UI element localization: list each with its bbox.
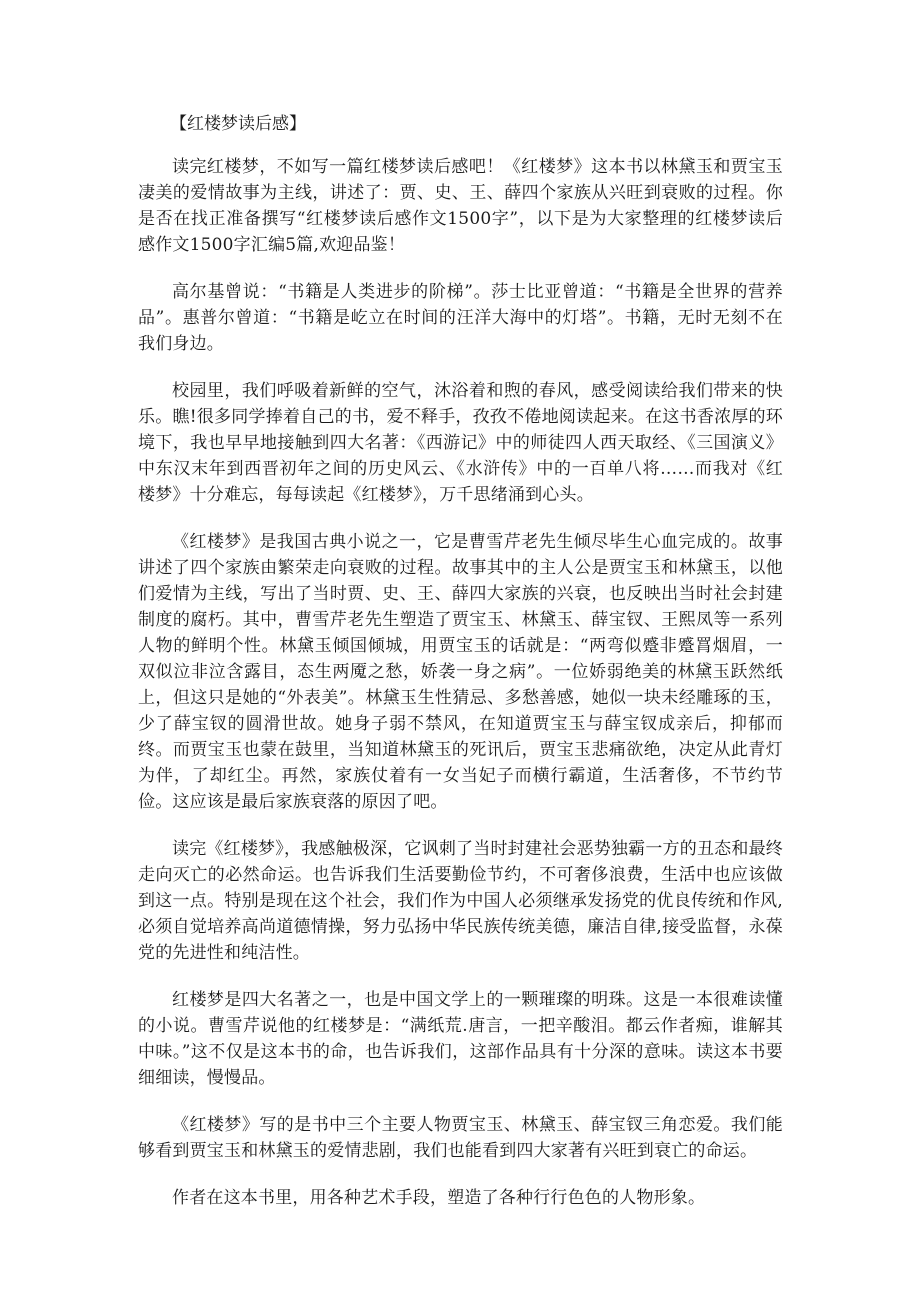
- paragraph-story: 《红楼梦》是我国古典小说之一，它是曹雪芹老先生倾尽毕生心血完成的。故事讲述了四个家族由繁荣走向衰败的过程。故事其中的主人公是贾宝玉和林黛玉，以他们爱情为主线，写出了当时贾、史、王、薛四大家族的兴衰，也反映出当时社会封建制度的腐朽。其中，曹雪芹老先生塑造了贾宝玉、林黛玉、薛宝钗、王熙凤等一系列人物的鲜明个性。林黛玉倾国倾城，用贾宝玉的话就是：“两弯似蹙非蹙罥烟眉，一双似泣非泣含露目，态生两魇之愁，娇袭一身之病”。一位娇弱绝美的林黛玉跃然纸上，但这只是她的“外表美”。林黛玉生性猜忌、多愁善感，她似一块未经雕琢的玉，少了薛宝钗的圆滑世故。她身子弱不禁风，在知道贾宝玉与薛宝钗成亲后，抑郁而终。而贾宝玉也蒙在鼓里，当知道林黛玉的死讯后，贾宝玉悲痛欲绝，决定从此青灯为伴，了却红尘。再然，家族仗着有一女当妃子而横行霸道，生活奢侈，不节约节俭。这应该是最后家族衰落的原因了吧。: [138, 532, 783, 812]
- document-body: [138, 110, 783, 1232]
- paragraph-characters: 《红楼梦》写的是书中三个主要人物贾宝玉、林黛玉、薛宝钗三角恋爱。我们能够看到贾宝玉和林黛玉的爱情悲剧，我们也能看到四大家著有兴旺到衰亡的命运。: [138, 1115, 783, 1161]
- paragraph-reflection: 读完《红楼梦》，我感触极深，它讽刺了当时封建社会恶势独霸一方的丑态和最终走向灭亡的必然命运。也告诉我们生活要勤俭节约，不可奢侈浪费，生活中也应该做到这一点。特别是现在这个社会，我们作为中国人必须继承发扬党的优良传统和作风,必须自觉培养高尚道德情操，努力弘扬中华民族传统美德，廉洁自律,接受监督，永葆党的先进性和纯洁性。: [138, 839, 783, 963]
- paragraph-intro: 读完红楼梦，不如写一篇红楼梦读后感吧！《红楼梦》这本书以林黛玉和贾宝玉凄美的爱情故事为主线，讲述了：贾、史、王、薛四个家族从兴旺到衰败的过程。你是否在找正准备撰写“红楼梦读后感作文1500字”，以下是为大家整理的红楼梦读后感作文1500字汇编5篇,欢迎品鉴！: [138, 157, 783, 255]
- paragraph-closing: 作者在这本书里，用各种艺术手段，塑造了各种行行色色的人物形象。: [172, 1188, 706, 1208]
- document-title: 【红楼梦读后感】: [170, 114, 306, 134]
- paragraph-classic: 红楼梦是四大名著之一，也是中国文学上的一颗璀璨的明珠。这是一本很难读懂的小说。曹雪芹说他的红楼梦是：“满纸荒.唐言，一把辛酸泪。都云作者痴，谁解其中味。”这不仅是这本书的命，也告诉我们，这部作品具有十分深的意味。读这本书要细细读，慢慢品。: [138, 990, 783, 1088]
- paragraph-campus: 校园里，我们呼吸着新鲜的空气，沐浴着和煦的春风，感受阅读给我们带来的快乐。瞧!很多同学捧着自己的书，爱不释手，孜孜不倦地阅读起来。在这书香浓厚的环境下，我也早早地接触到四大名著：《西游记》中的师徒四人西天取经、《三国演义》中东汉末年到西晋初年之间的历史风云、《水浒传》中的一百单八将……而我对《红楼梦》十分难忘，每每读起《红楼梦》，万千思绪涌到心头。: [138, 381, 783, 505]
- paragraph-quotes: 高尔基曾说：“书籍是人类进步的阶梯”。莎士比亚曾道：“书籍是全世界的营养品”。惠普尔曾道：“书籍是屹立在时间的汪洋大海中的灯塔”。书籍，无时无刻不在我们身边。: [138, 282, 783, 354]
